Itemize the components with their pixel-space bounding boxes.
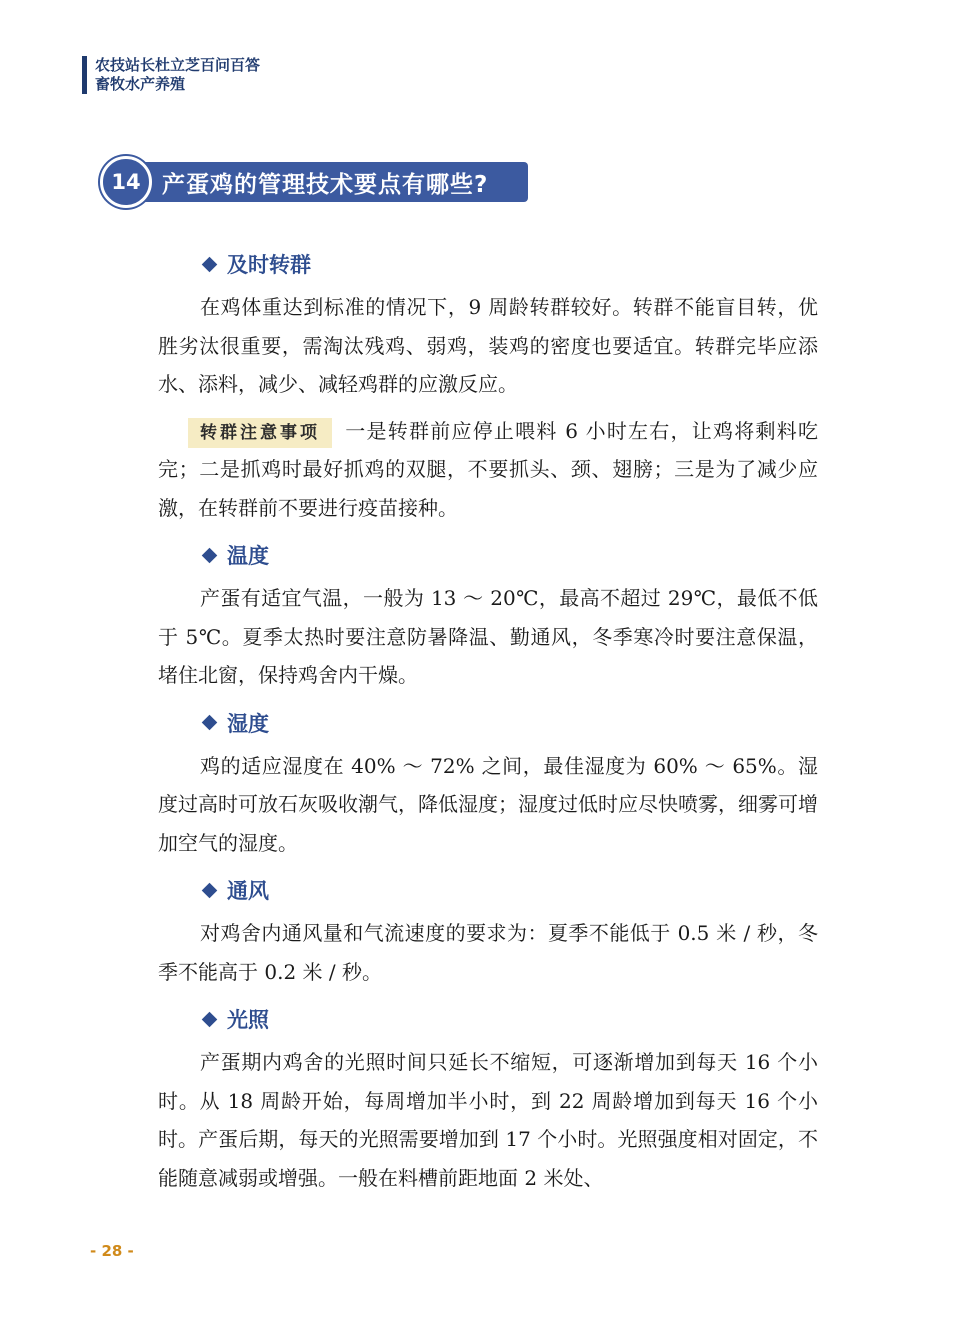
section-paragraph: 鸡的适应湿度在 40% ～ 72% 之间，最佳湿度为 60% ～ 65%。湿度过高时可放石灰吸收潮气，降低湿度；湿度过低时应尽快喷雾，细雾可增加空气的湿度。: [158, 753, 818, 855]
article-body: [158, 238, 818, 1205]
page-number: - 28 -: [90, 1242, 134, 1260]
diamond-bullet-icon: [202, 882, 218, 898]
section-heading-label: 湿度: [227, 711, 269, 736]
section-paragraph: 产蛋有适宜气温，一般为 13 ～ 20℃，最高不超过 29℃，最低不低于 5℃。夏季太热时要注意防暑降温、勤通风，冬季寒冷时要注意保温，堵住北窗，保持鸡舍内干燥。: [158, 586, 818, 687]
section-paragraph: 对鸡舍内通风量和气流速度的要求为：夏季不能低于 0.5 米 / 秒，冬季不能高于 0.2 米 / 秒。: [158, 921, 818, 984]
question-banner: [100, 156, 528, 208]
running-head-subtitle: 畜牧水产养殖: [95, 75, 186, 93]
section-heading: [202, 870, 818, 910]
question-title: 产蛋鸡的管理技术要点有哪些?: [162, 171, 489, 198]
section-heading: [202, 703, 818, 743]
section-paragraph: 在鸡体重达到标准的情况下，9 周龄转群较好。转群不能盲目转，优胜劣汰很重要，需淘汰残鸡、弱鸡，装鸡的密度也要适宜。转群完毕应添水、添料，减少、减轻鸡群的应激反应。: [158, 295, 818, 396]
section-heading-label: 及时转群: [227, 253, 311, 277]
section-heading: [202, 244, 818, 284]
section-heading: [202, 535, 818, 575]
note-paragraph: [158, 412, 818, 528]
diamond-bullet-icon: [202, 547, 218, 563]
running-head: [82, 56, 260, 94]
question-number-badge: 14: [100, 156, 152, 208]
diamond-bullet-icon: [202, 1011, 218, 1027]
section-heading-label: 光照: [227, 1008, 269, 1032]
note-tag: 转群注意事项: [188, 418, 332, 448]
section-paragraph: 产蛋期内鸡舍的光照时间只延长不缩短，可逐渐增加到每天 16 个小时。从 18 周龄开始，每周增加半小时，到 22 周龄增加到每天 16 个小时。产蛋后期，每天的光照需要增加到 17 个小时。光照强度相对固定，不能随意减弱或增强。一般在料槽前距地面 2 米处、: [158, 1050, 818, 1190]
section-heading: [202, 999, 818, 1039]
section-heading-label: 通风: [227, 879, 269, 903]
diamond-bullet-icon: [202, 715, 218, 731]
diamond-bullet-icon: [202, 256, 218, 272]
note-text: 一是转群前应停止喂料 6 小时左右，让鸡将剩料吃完；二是抓鸡时最好抓鸡的双腿，不要抓头、颈、翅膀；三是为了减少应激，在转群前不要进行疫苗接种。: [158, 418, 818, 520]
section-heading-label: 温度: [227, 544, 269, 568]
running-head-title: 农技站长杜立芝百问百答: [95, 56, 261, 74]
